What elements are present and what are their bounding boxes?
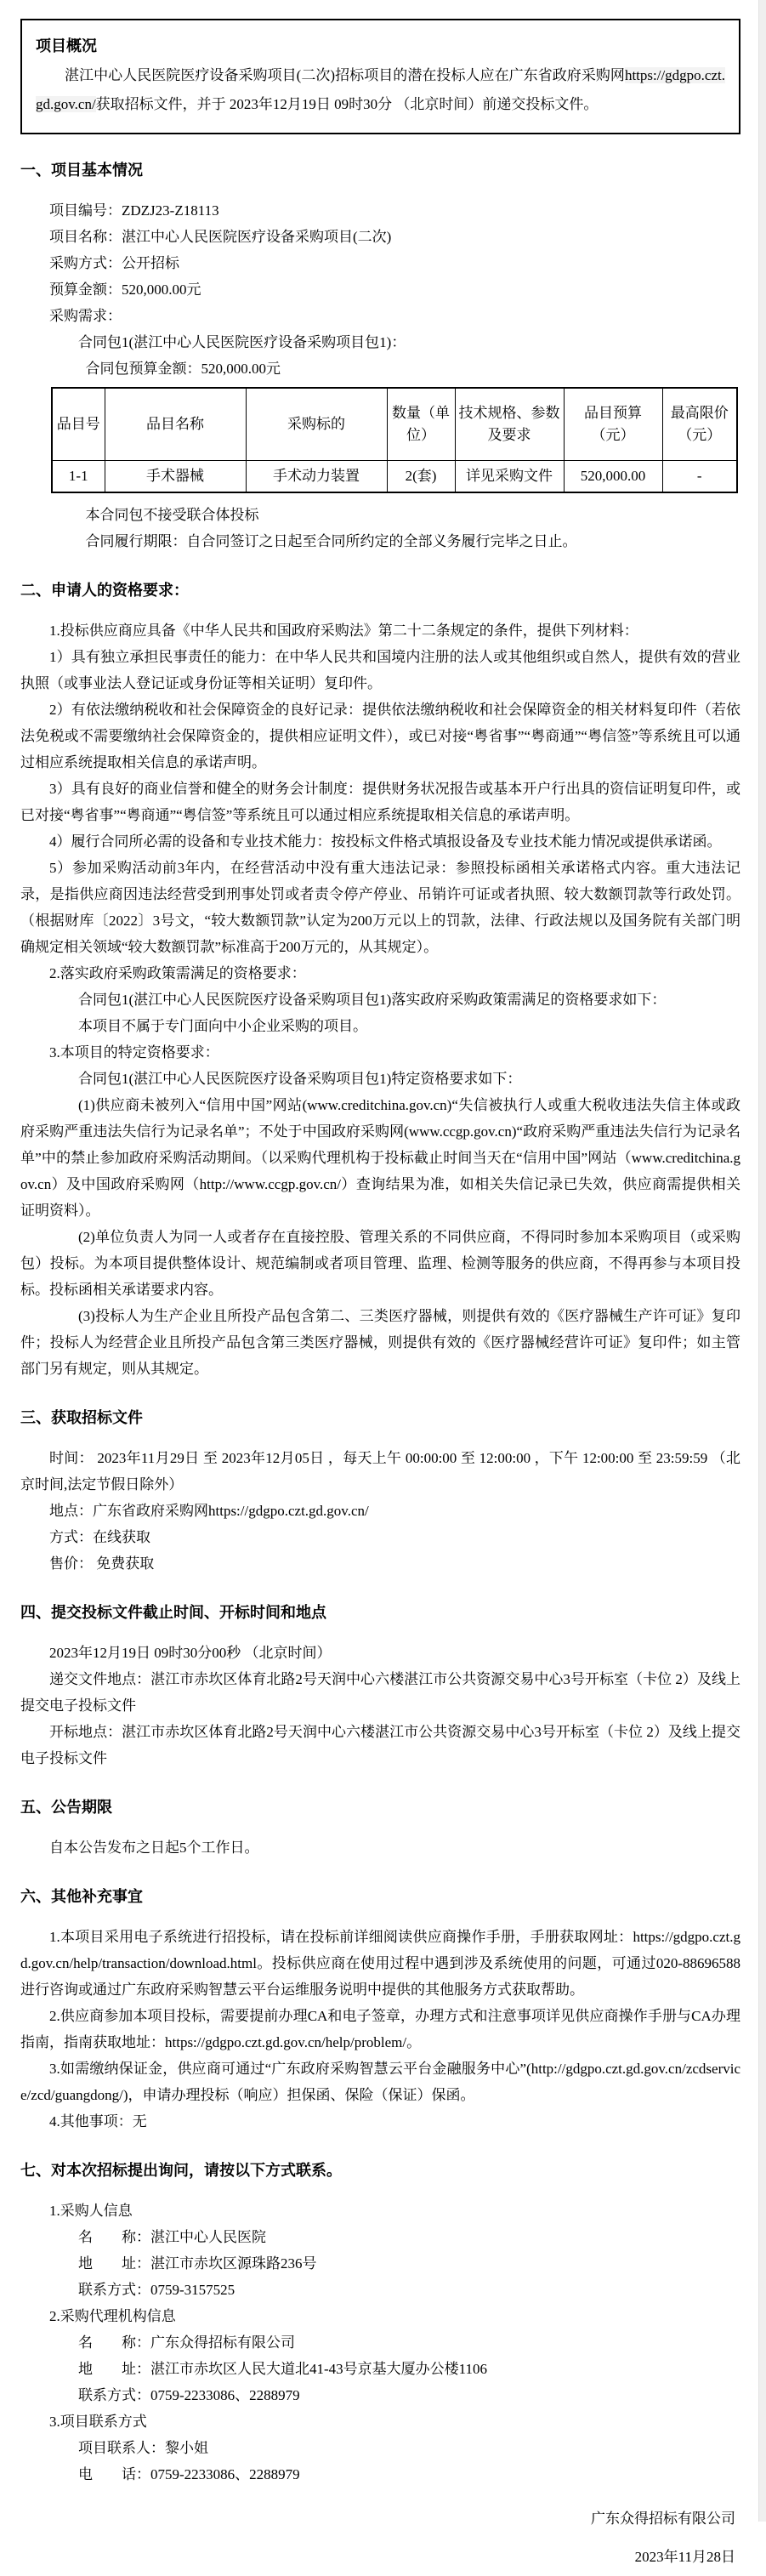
deadline-datetime-line: 2023年12月19日 09时30分00秒 （北京时间） <box>49 1645 332 1661</box>
agency-address-line: 地 址：湛江市赤坎区人民大道北41-43号京基大厦办公楼1106 <box>78 2361 488 2377</box>
qualification-para: 合同包1(湛江中心人民医院医疗设备采购项目包1)特定资格要求如下： <box>78 1071 522 1087</box>
qualification-para: (3)投标人为生产企业且所投产品包含第二、三类医疗器械，则提供有效的《医疗器械生产许可证》复印件；投标人为经营企业且所投产品包含第三类医疗器械，则提供有效的《医疗器械经营许可证》复印件；如主管部门另有规定，则从其规定。 <box>20 1308 740 1377</box>
project-number-line: 项目编号：ZDZJ23-Z18113 <box>49 202 219 219</box>
agency-name-line: 名 称：广东众得招标有限公司 <box>78 2334 295 2351</box>
supplementary-para: 4.其他事项：无 <box>49 2113 147 2130</box>
package-budget-line: 合同包预算金额：520,000.00元 <box>85 361 281 377</box>
cell-item-name: 手术器械 <box>105 461 246 493</box>
project-contact-person-line: 项目联系人：黎小姐 <box>78 2440 208 2456</box>
cell-price-cap: - <box>662 461 737 493</box>
section-supplementary <box>20 1883 740 2135</box>
cell-subject: 手术动力装置 <box>246 461 387 493</box>
overview-paragraph <box>36 61 725 119</box>
signature-block <box>20 2499 740 2576</box>
overview-outro: 获取招标文件，并于 2023年12月19日 09时30分 （北京时间）前递交投标文件。 <box>95 96 599 112</box>
cell-quantity: 2(套) <box>387 461 455 493</box>
section4-heading: 四、提交投标文件截止时间、开标时间和地点 <box>20 1604 326 1621</box>
table-row <box>52 461 737 493</box>
submission-place-line: 递交文件地点：湛江市赤坎区体育北路2号天润中心六楼湛江市公共资源交易中心3号开标室（卡位 2）及线上提交电子投标文件 <box>20 1671 740 1714</box>
qualification-para: (1)供应商未被列入“信用中国”网站(www.creditchina.gov.cn)“失信被执行人或重大税收违法失信主体或政府采购严重违法失信行为记录名单”；不处于中国政府采购网(www.ccgp.gov.cn)“政府采购严重违法失信行为记录名单”中的禁止参加政府采购活动期间。（以采购代理机构于投标截止时间当天在“信用中国”网站（www.creditchina.gov.cn）及中国政府采购网（http://www.ccgp.gov.cn/）查询结果为准，如相关失信记录已失效，供应商需提供相关证明资料）。 <box>20 1097 740 1219</box>
budget-amount-line: 预算金额：520,000.00元 <box>49 281 201 298</box>
section-deadline-opening <box>20 1599 740 1771</box>
obtain-price-line: 售价： 免费获取 <box>49 1555 155 1572</box>
section2-heading: 二、申请人的资格要求： <box>20 582 189 599</box>
qualification-para: 5）参加采购活动前3年内，在经营活动中没有重大违法记录：参照投标函相关承诺格式内容。重大违法记录，是指供应商因违法经营受到刑事处罚或者责令停产停业、吊销许可证或者执照、较大数额罚款等行政处罚。（根据财库〔2022〕3号文，“较大数额罚款”认定为200万元以上的罚款，法律、行政法规以及国务院有关部门明确规定相关领域“较大数额罚款”标准高于200万元的，从其规定）。 <box>20 860 740 955</box>
section-qualification <box>20 577 740 1382</box>
supplementary-para: 1.本项目采用电子系统进行招投标，请在投标前详细阅读供应商操作手册，手册获取网址：https://gdgpo.czt.gd.gov.cn/help/transaction/download.html。投标供应商在使用过程中遇到涉及系统使用的问题，可通过020-88696588 进行咨询或通过广东政府采购智慧云平台运维服务说明中提供的其他服务方式获取帮助。 <box>20 1929 740 1998</box>
qualification-para: (2)单位负责人为同一人或者存在直接控股、管理关系的不同供应商，不得同时参加本采购项目（或采购包）投标。为本项目提供整体设计、规范编制或者项目管理、监理、检测等服务的供应商，不得再参与本项目投标。投标函相关承诺要求内容。 <box>20 1229 740 1298</box>
purchaser-contact-line: 联系方式：0759-3157525 <box>78 2282 235 2298</box>
section5-heading: 五、公告期限 <box>20 1799 112 1816</box>
overview-title: 项目概况 <box>36 37 97 54</box>
scrollbar[interactable] <box>758 0 766 2522</box>
purchaser-info-title: 1.采购人信息 <box>49 2203 133 2219</box>
agency-contact-line: 联系方式：0759-2233086、2288979 <box>78 2387 300 2403</box>
col-header-specs: 技术规格、参数及要求 <box>455 388 564 461</box>
qualification-para: 3）具有良好的商业信誉和健全的财务会计制度：提供财务状况报告或基本开户行出具的资信证明复印件，或已对接“粤省事”“粤商通”“粤信签”等系统且可以通过相应系统提取相关信息的承诺声明。 <box>20 781 740 823</box>
procurement-demand-line: 采购需求： <box>49 308 122 324</box>
signing-date: 2023年11月28日 <box>634 2549 735 2565</box>
project-contact-phone-line: 电 话：0759-2233086、2288979 <box>78 2466 300 2482</box>
contract-package-line: 合同包1(湛江中心人民医院医疗设备采购项目包1)： <box>78 334 406 350</box>
qualification-para: 2）有依法缴纳税收和社会保障资金的良好记录：提供依法缴纳税收和社会保障资金的相关材料复印件（若依法免税或不需要缴纳社会保障资金的，提供相应证明文件），或已对接“粤省事”“粤商通”“粤信签”等系统且可以通过相应系统提取相关信息的承诺声明。 <box>20 702 740 771</box>
overview-intro: 湛江中心人民医院医疗设备采购项目(二次)招标项目的潜在投标人应在广东省政府采购网 <box>65 67 625 83</box>
qualification-para: 1.投标供应商应具备《中华人民共和国政府采购法》第二十二条规定的条件，提供下列材料： <box>49 623 638 639</box>
obtain-place-line: 地点：广东省政府采购网https://gdgpo.czt.gd.gov.cn/ <box>49 1503 369 1519</box>
procurement-method-line: 采购方式：公开招标 <box>49 255 179 271</box>
contract-period-note: 合同履行期限：自合同签订之日起至合同所约定的全部义务履行完毕之日止。 <box>85 533 577 549</box>
col-header-quantity: 数量（单位） <box>387 388 455 461</box>
qualification-para: 4）履行合同所必需的设备和专业技术能力：按投标文件格式填报设备及专业技术能力情况或提供承诺函。 <box>49 833 722 850</box>
qualification-para: 本项目不属于专门面向中小企业采购的项目。 <box>78 1018 367 1034</box>
signing-agency: 广东众得招标有限公司 <box>591 2511 735 2527</box>
supplementary-para: 2.供应商参加本项目投标，需要提前办理CA和电子签章，办理方式和注意事项详见供应商操作手册与CA办理指南，指南获取地址：https://gdgpo.czt.gd.gov.cn/help/problem/。 <box>20 2008 740 2050</box>
cell-item-budget: 520,000.00 <box>564 461 662 493</box>
purchaser-name-line: 名 称：湛江中心人民医院 <box>78 2229 266 2245</box>
qualification-para: 合同包1(湛江中心人民医院医疗设备采购项目包1)落实政府采购政策需满足的资格要求如下： <box>78 992 667 1008</box>
col-header-item-name: 品目名称 <box>105 388 246 461</box>
qualification-para: 2.落实政府采购政策需满足的资格要求： <box>49 965 306 981</box>
project-overview-box <box>20 19 740 134</box>
obtain-method-line: 方式：在线获取 <box>49 1529 150 1545</box>
qualification-para: 3.本项目的特定资格要求： <box>49 1044 219 1061</box>
table-header-row <box>52 388 737 461</box>
cell-specs: 详见采购文件 <box>455 461 564 493</box>
section-basic-info <box>20 156 740 554</box>
obtain-time-line: 时间： 2023年11月29日 至 2023年12月05日 ，每天上午 00:00:00 至 12:00:00 ，下午 12:00:00 至 23:59:59 （北京时间,法定节假日除外） <box>20 1450 740 1493</box>
no-consortium-note: 本合同包不接受联合体投标 <box>85 507 259 523</box>
purchaser-address-line: 地 址：湛江市赤坎区源珠路236号 <box>78 2255 317 2272</box>
agency-info-title: 2.采购代理机构信息 <box>49 2308 176 2324</box>
section3-heading: 三、获取招标文件 <box>20 1409 143 1426</box>
project-name-line: 项目名称：湛江中心人民医院医疗设备采购项目(二次) <box>49 229 392 245</box>
cell-item-no: 1-1 <box>52 461 105 493</box>
project-contact-title: 3.项目联系方式 <box>49 2414 147 2430</box>
supplementary-para: 3.如需缴纳保证金，供应商可通过“广东政府采购智慧云平台金融服务中心”(http://gdgpo.czt.gd.gov.cn/zcdservice/zcd/guangdong/)，申请办理投标（响应）担保函、保险（保证）保函。 <box>20 2061 740 2103</box>
section-contacts <box>20 2157 740 2488</box>
section7-heading: 七、对本次招标提出询问，请按以下方式联系。 <box>20 2162 342 2179</box>
section-announcement-period <box>20 1794 740 1861</box>
overview-url: https://gdgpo.czt.gd.gov.cn/ <box>36 67 725 112</box>
announcement-period-line: 自本公告发布之日起5个工作日。 <box>49 1840 259 1856</box>
col-header-item-no: 品目号 <box>52 388 105 461</box>
section-obtain-documents <box>20 1404 740 1577</box>
section1-heading: 一、项目基本情况 <box>20 162 143 179</box>
section6-heading: 六、其他补充事宜 <box>20 1888 143 1905</box>
col-header-price-cap: 最高限价（元） <box>662 388 737 461</box>
col-header-subject: 采购标的 <box>246 388 387 461</box>
items-table <box>51 387 738 493</box>
qualification-para: 1）具有独立承担民事责任的能力：在中华人民共和国境内注册的法人或其他组织或自然人，提供有效的营业执照（或事业法人登记证或身份证等相关证明）复印件。 <box>20 649 740 691</box>
opening-place-line: 开标地点：湛江市赤坎区体育北路2号天润中心六楼湛江市公共资源交易中心3号开标室（卡位 2）及线上提交电子投标文件 <box>20 1724 740 1766</box>
col-header-item-budget: 品目预算（元） <box>564 388 662 461</box>
